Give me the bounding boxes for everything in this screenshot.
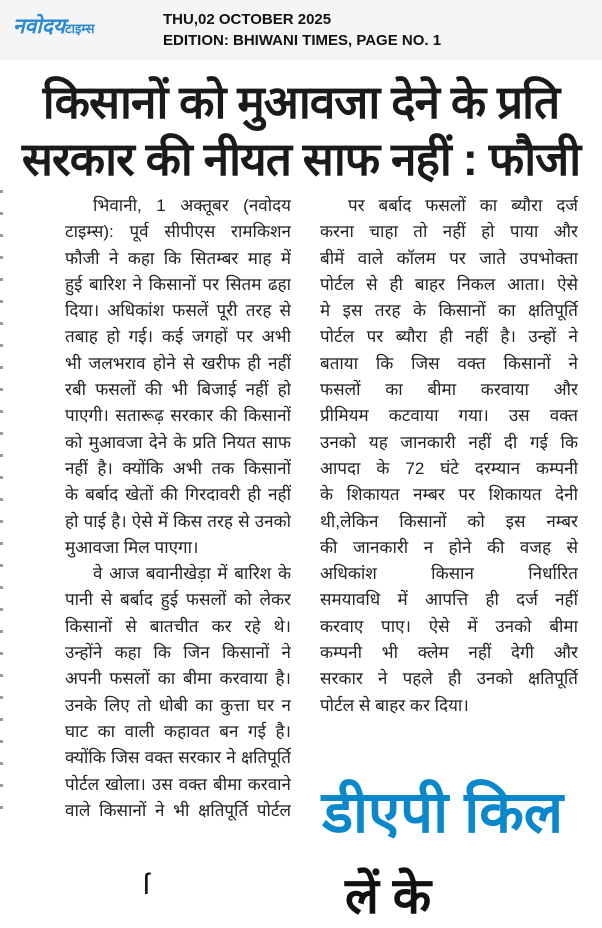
cropped-glyph: ſ (143, 868, 150, 901)
article-line: पोर्टल से बाहर कर दिया। (320, 695, 469, 715)
next-story-headline: डीएपी किल (322, 780, 564, 845)
logo-main: नवोदय (13, 15, 66, 38)
article-line: उनको यह जानकारी नहीं दी गई कि (320, 432, 578, 452)
article-line: फसलों का बीमा करवाया और (320, 380, 578, 400)
article-line: भिवानी, 1 अक्तूबर (नवोदय (93, 196, 291, 215)
article-line: वे आज बवानीखेड़ा में बारिश के (93, 564, 291, 584)
article-line: रबी फसलों की भी बिजाई नहीं हो (65, 380, 291, 400)
article-line: पोर्टल पर ब्यौरा ही नहीं है। उन्हों ने (320, 327, 578, 347)
article-line: मे इस तरह के किसानों का क्षतिपूर्ति (320, 301, 578, 321)
article-line: घाट का वाली कहावत बन गई है। (65, 721, 291, 741)
article-line: करवाए पाए। ऐसे में उनको बीमा (320, 616, 578, 636)
article-line: पोर्टल खोला। उस वक्त बीमा करवाने (65, 774, 291, 794)
article-left-column (65, 193, 291, 824)
article-line: को मुआवजा देने के प्रति नियत साफ (65, 432, 291, 452)
article-line: टाइम्स): पूर्व सीपीएस रामकिशन (65, 222, 291, 242)
article-line: किसानों से बातचीत कर रहे थे। (65, 616, 291, 636)
article-line: अपनी फसलों का बीमा करवाया है। (65, 669, 291, 689)
article-line: दिया। अधिकांश फसलें पूरी तरह से (65, 301, 291, 321)
article-line: पर बर्बाद फसलों का ब्यौरा दर्ज (348, 196, 578, 215)
column-rule (0, 190, 3, 810)
article-line: कम्पनी भी क्लेम नहीं देगी और (320, 643, 578, 663)
article-line: बीमें वाले कॉलम पर जाते उपभोक्ता (320, 248, 578, 268)
logo-sub: टाइम्स (65, 21, 95, 36)
article-line: मुआवजा मिल पाएगा। (65, 537, 199, 557)
article-line: आपदा के 72 घंटे दरम्यान कम्पनी (320, 458, 578, 478)
article-line: नहीं है। क्योंकि अभी तक किसानों (65, 458, 291, 478)
article-line: के बर्बाद खेतों की गिरदावरी ही नहीं (65, 485, 291, 505)
article-line: पाएगी। सतारूढ़ सरकार की किसानों (65, 406, 291, 426)
article-line: वाले किसानों ने भी क्षतिपूर्ति पोर्टल (65, 800, 291, 820)
next-story-subhead: लें के (345, 868, 432, 924)
article-line: सरकार ने पहले ही उनको क्षतिपूर्ति (320, 669, 578, 689)
edition-info (163, 9, 441, 51)
article-line: क्योंकि जिस वक्त सरकार ने क्षतिपूर्ति (65, 748, 291, 768)
article-line: हो पाई है। ऐसे में किस तरह से उनको (65, 511, 291, 531)
headline-line-2: सरकार की नीयत साफ नहीं : फौजी (21, 133, 581, 185)
edition-name: EDITION: BHIWANI TIMES, PAGE NO. 1 (163, 32, 442, 49)
article-line: के शिकायत नम्बर पर शिकायत देनी (320, 485, 578, 505)
article-line: की जानकारी न होने की वजह से (320, 537, 578, 557)
article-line: हुई बारिश ने किसानों पर सितम ढहा (65, 274, 291, 294)
article-line: उन्होंने कहा कि जिन किसानों ने (65, 643, 291, 663)
article-line: प्रीमियम कटवाया गया। उस वक्त (320, 406, 578, 426)
article-right-column (320, 193, 578, 719)
article-line: पानी से बर्बाद हुई फसलों को लेकर (65, 590, 291, 610)
article-line: उनके लिए तो धोबी का कुत्ता घर न (65, 695, 291, 715)
article-line: करना चाहा तो नहीं हो पाया और (320, 222, 578, 242)
masthead-bar (0, 0, 602, 60)
edition-date: THU,02 OCTOBER 2025 (163, 11, 332, 28)
headline-line-1: किसानों को मुआवजा देने के प्रति (42, 76, 560, 128)
article-line: भी जलभराव होने से खरीफ ही नहीं (65, 353, 291, 373)
article-line: बताया कि जिस वक्त किसानों ने (320, 353, 578, 373)
article-line: फौजी ने कहा कि सितम्बर माह में (65, 248, 291, 268)
article-line: तबाह हो गई। कई जगहों पर अभी (65, 327, 291, 347)
article-line: अधिकांश किसान निर्धारित (320, 564, 578, 584)
newspaper-logo (13, 12, 94, 40)
article-line: पोर्टल से ही बाहर निकल आता। ऐसे (320, 274, 578, 294)
article-line: समयावधि में आपत्ति ही दर्ज नहीं (320, 590, 578, 610)
article-line: थी,लेकिन किसानों को इस नम्बर (320, 511, 578, 531)
